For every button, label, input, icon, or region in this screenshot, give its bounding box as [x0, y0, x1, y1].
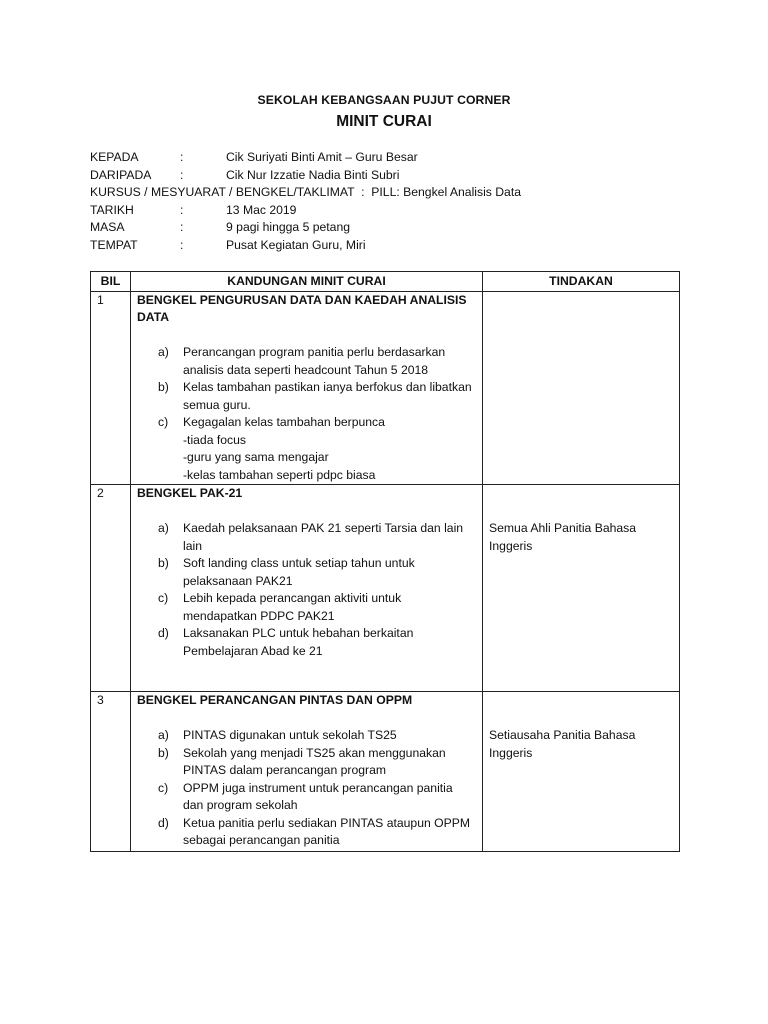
item-list	[137, 344, 476, 484]
info-row-tempat	[90, 237, 690, 255]
item-subline: -tiada focus	[183, 432, 247, 447]
item-text: Soft landing class untuk setiap tahun untuk pelaksanaan PAK21	[183, 556, 415, 588]
item-list	[137, 727, 476, 850]
item-text: PINTAS digunakan untuk sekolah TS25	[183, 728, 397, 742]
table-row	[91, 485, 680, 692]
list-item	[137, 590, 476, 625]
header-bil: BIL	[91, 272, 131, 292]
minutes-table	[90, 271, 680, 852]
info-colon: :	[180, 237, 184, 252]
item-text: Ketua panitia perlu sediakan PINTAS ataupun OPPM sebagai perancangan panitia	[183, 815, 471, 847]
list-item	[137, 414, 476, 484]
list-item	[137, 379, 476, 414]
table-row	[91, 692, 680, 852]
row-kandungan	[131, 485, 483, 692]
info-colon: :	[180, 202, 184, 217]
list-item	[137, 815, 476, 850]
info-label: TARIKH	[90, 202, 134, 217]
info-value: Cik Nur Izzatie Nadia Binti Subri	[226, 167, 400, 182]
row-tindakan	[483, 692, 680, 852]
tindakan-text: Semua Ahli Panitia Bahasa Inggeris	[489, 521, 637, 553]
info-value: 9 pagi hingga 5 petang	[226, 220, 351, 234]
item-marker: c)	[158, 780, 169, 795]
table-row	[91, 291, 680, 485]
item-text: Laksanakan PLC untuk hebahan berkaitan Pembelajaran Abad ke 21	[183, 626, 414, 658]
item-text: Lebih kepada perancangan aktiviti untuk mendapatkan PDPC PAK21	[183, 591, 402, 623]
item-subline: -guru yang sama mengajar	[183, 450, 329, 464]
info-row-kepada	[90, 149, 690, 167]
item-marker: c)	[158, 415, 169, 429]
info-value: Pusat Kegiatan Guru, Miri	[226, 237, 366, 252]
item-marker: d)	[158, 626, 169, 640]
row-bil: 3	[91, 692, 131, 852]
row-bil: 1	[91, 291, 131, 485]
item-text: OPPM juga instrument untuk perancangan panitia dan program sekolah	[183, 780, 453, 812]
info-row-tarikh	[90, 202, 690, 220]
item-marker: a)	[158, 345, 169, 359]
list-item	[137, 520, 476, 555]
item-text: Sekolah yang menjadi TS25 akan menggunakan PINTAS dalam perancangan program	[183, 745, 446, 777]
info-kursus-text: KURSUS / MESYUARAT / BENGKEL/TAKLIMAT : PILL: Bengkel Analisis Data	[90, 185, 522, 199]
info-colon: :	[180, 167, 184, 182]
info-row-kursus	[90, 184, 690, 202]
item-text: Kaedah pelaksanaan PAK 21 seperti Tarsia dan lain lain	[183, 521, 464, 553]
info-row-masa	[90, 219, 690, 237]
item-marker: a)	[158, 521, 169, 535]
list-item	[137, 555, 476, 590]
info-value: Cik Suriyati Binti Amit – Guru Besar	[226, 150, 418, 164]
info-colon: :	[180, 220, 184, 234]
section-title: BENGKEL PENGURUSAN DATA DAN KAEDAH ANALISIS DATA	[137, 292, 467, 324]
section-title: BENGKEL PAK-21	[137, 486, 243, 500]
header-tindakan: TINDAKAN	[483, 272, 680, 292]
row-tindakan	[483, 291, 680, 485]
item-text: Perancangan program panitia perlu berdasarkan analisis data seperti headcount Tahun 5 2018	[183, 345, 446, 377]
row-bil: 2	[91, 485, 131, 692]
info-row-daripada	[90, 167, 690, 185]
section-title: BENGKEL PERANCANGAN PINTAS DAN OPPM	[137, 693, 413, 707]
row-kandungan	[131, 291, 483, 485]
item-marker: d)	[158, 815, 169, 830]
item-marker: c)	[158, 591, 169, 605]
list-item	[137, 727, 476, 745]
item-text: Kegagalan kelas tambahan berpunca	[183, 415, 385, 429]
row-kandungan	[131, 692, 483, 852]
document-title: MINIT CURAI	[336, 113, 432, 130]
item-marker: b)	[158, 745, 169, 760]
info-label: DARIPADA	[90, 167, 152, 182]
info-label: MASA	[90, 220, 125, 234]
tindakan-text: Setiausaha Panitia Bahasa Inggeris	[489, 728, 636, 760]
item-subline: -kelas tambahan seperti pdpc biasa	[183, 467, 376, 482]
item-marker: b)	[158, 556, 169, 570]
item-marker: b)	[158, 380, 169, 394]
item-text: Kelas tambahan pastikan ianya berfokus dan libatkan semua guru.	[183, 380, 472, 412]
item-marker: a)	[158, 728, 169, 742]
info-value: 13 Mac 2019	[226, 202, 297, 217]
info-label: TEMPAT	[90, 237, 138, 252]
item-list	[137, 520, 476, 660]
row-tindakan	[483, 485, 680, 692]
list-item	[137, 344, 476, 379]
list-item	[137, 780, 476, 815]
info-colon: :	[180, 150, 184, 164]
list-item	[137, 745, 476, 780]
memo-info	[90, 149, 690, 254]
school-name: SEKOLAH KEBANGSAAN PUJUT CORNER	[257, 93, 511, 107]
info-label: KEPADA	[90, 150, 139, 164]
table-header-row	[91, 272, 680, 292]
header-kandungan: KANDUNGAN MINIT CURAI	[131, 272, 483, 292]
list-item	[137, 625, 476, 660]
